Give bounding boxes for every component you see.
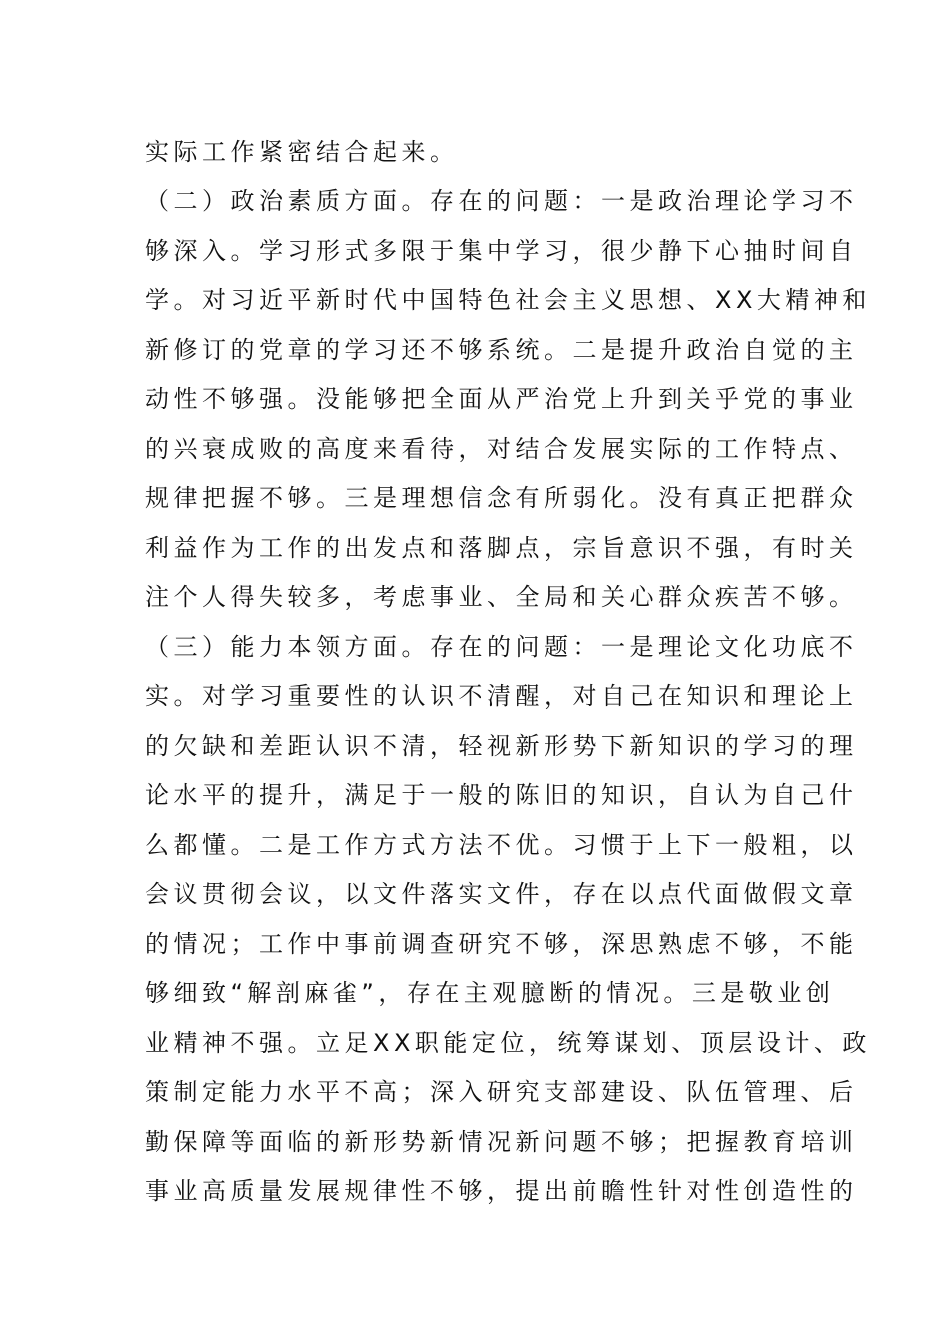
- text-line: 学。对习近平新时代中国特色社会主义思想、XX大精神和: [145, 286, 871, 314]
- text-line: 勤保障等面临的新形势新情况新问题不够；把握教育培训: [145, 1128, 858, 1156]
- text-line: 业精神不强。立足XX职能定位，统筹谋划、顶层设计、政: [145, 1029, 871, 1057]
- text-line: 论水平的提升，满足于一般的陈旧的知识，自认为自己什: [145, 781, 858, 809]
- text-line: 规律把握不够。三是理想信念有所弱化。没有真正把群众: [145, 484, 858, 512]
- text-line: 动性不够强。没能够把全面从严治党上升到关乎党的事业: [145, 385, 858, 413]
- text-line: （二）政治素质方面。存在的问题：一是政治理论学习不: [145, 187, 858, 215]
- text-line: 实。对学习重要性的认识不清醒，对自己在知识和理论上: [145, 682, 858, 710]
- text-line: 的兴衰成败的高度来看待，对结合发展实际的工作特点、: [145, 435, 858, 463]
- text-line: 么都懂。二是工作方式方法不优。习惯于上下一般粗，以: [145, 831, 858, 859]
- text-line: 注个人得失较多，考虑事业、全局和关心群众疾苦不够。: [145, 583, 858, 611]
- text-line: 实际工作紧密结合起来。: [145, 138, 459, 166]
- text-line: 新修订的党章的学习还不够系统。二是提升政治自觉的主: [145, 336, 858, 364]
- text-line: 的情况；工作中事前调查研究不够，深思熟虑不够，不能: [145, 930, 858, 958]
- text-line: （三）能力本领方面。存在的问题：一是理论文化功底不: [145, 633, 858, 661]
- text-line: 事业高质量发展规律性不够，提出前瞻性针对性创造性的: [145, 1177, 858, 1205]
- text-line: 的欠缺和差距认识不清，轻视新形势下新知识的学习的理: [145, 732, 858, 760]
- text-line: 够深入。学习形式多限于集中学习，很少静下心抽时间自: [145, 237, 858, 265]
- text-line: 利益作为工作的出发点和落脚点，宗旨意识不强，有时关: [145, 534, 858, 562]
- text-line: 策制定能力水平不高；深入研究支部建设、队伍管理、后: [145, 1078, 858, 1106]
- text-line: 会议贯彻会议，以文件落实文件，存在以点代面做假文章: [145, 880, 858, 908]
- text-line: 够细致“解剖麻雀”，存在主观臆断的情况。三是敬业创: [145, 979, 835, 1007]
